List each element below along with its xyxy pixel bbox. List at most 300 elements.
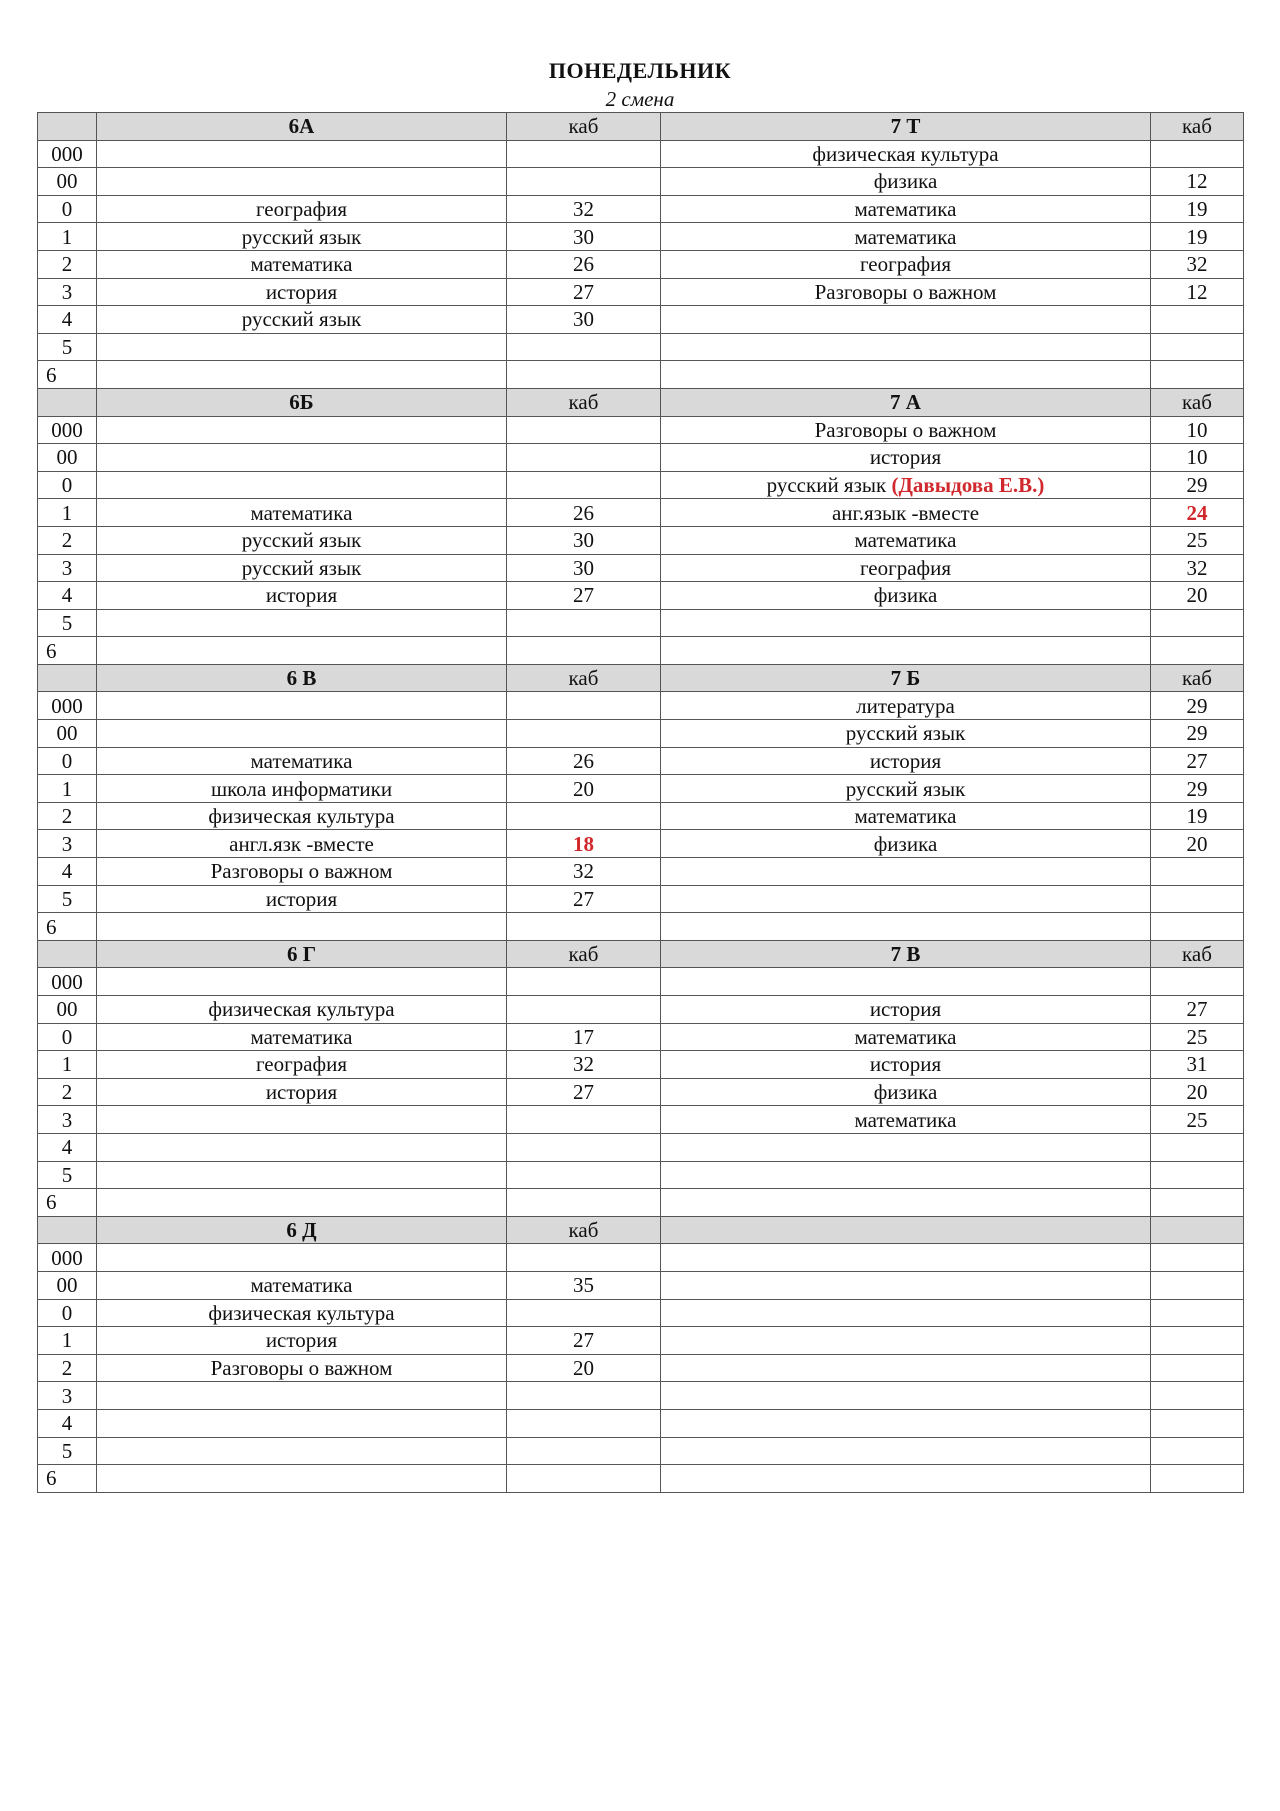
left-subject — [97, 1382, 507, 1410]
left-subject: русский язык — [97, 306, 507, 334]
lesson-row — [38, 692, 1244, 720]
left-room: 32 — [507, 858, 661, 886]
right-room — [1151, 1409, 1244, 1437]
left-subject: англ.язк -вместе — [97, 830, 507, 858]
right-subject — [661, 1161, 1151, 1189]
right-subject — [661, 1437, 1151, 1465]
left-subject — [97, 1106, 507, 1134]
lesson-number: 4 — [38, 582, 97, 610]
lesson-row — [38, 471, 1244, 499]
lesson-number: 2 — [38, 1078, 97, 1106]
left-subject — [97, 1465, 507, 1493]
left-class-name: 6А — [97, 113, 507, 141]
lesson-row — [38, 1271, 1244, 1299]
left-room: 32 — [507, 1051, 661, 1079]
class-header-row — [38, 664, 1244, 692]
right-subject: физика — [661, 830, 1151, 858]
left-subject — [97, 333, 507, 361]
right-subject — [661, 1354, 1151, 1382]
right-subject — [661, 968, 1151, 996]
left-subject — [97, 1133, 507, 1161]
right-subject: история — [661, 444, 1151, 472]
right-subject: русский язык — [661, 775, 1151, 803]
left-room — [507, 637, 661, 665]
left-subject — [97, 1161, 507, 1189]
right-room-header: каб — [1151, 113, 1244, 141]
right-room: 19 — [1151, 223, 1244, 251]
lesson-row — [38, 885, 1244, 913]
lesson-row — [38, 775, 1244, 803]
lesson-row — [38, 554, 1244, 582]
lesson-row — [38, 1078, 1244, 1106]
lesson-row — [38, 278, 1244, 306]
right-subject — [661, 913, 1151, 941]
header-corner-cell — [38, 113, 97, 141]
lesson-row — [38, 444, 1244, 472]
left-room — [507, 609, 661, 637]
lesson-number: 0 — [38, 471, 97, 499]
teacher-note: (Давыдова Е.В.) — [891, 473, 1045, 498]
right-room — [1151, 1271, 1244, 1299]
lesson-row — [38, 416, 1244, 444]
right-room — [1151, 306, 1244, 334]
lesson-number: 000 — [38, 1244, 97, 1272]
left-subject: история — [97, 582, 507, 610]
left-class-name: 6 В — [97, 664, 507, 692]
lesson-number: 4 — [38, 1133, 97, 1161]
right-room: 10 — [1151, 416, 1244, 444]
left-room — [507, 1409, 661, 1437]
right-room — [1151, 637, 1244, 665]
lesson-row — [38, 1244, 1244, 1272]
right-class-name — [661, 1216, 1151, 1244]
left-subject: физическая культура — [97, 1299, 507, 1327]
left-room — [507, 140, 661, 168]
lesson-number: 2 — [38, 802, 97, 830]
lesson-row — [38, 1023, 1244, 1051]
left-room: 27 — [507, 1078, 661, 1106]
left-room: 27 — [507, 885, 661, 913]
lesson-row — [38, 802, 1244, 830]
left-subject — [97, 361, 507, 389]
lesson-row — [38, 1382, 1244, 1410]
lesson-number: 6 — [38, 1189, 97, 1217]
right-room — [1151, 1189, 1244, 1217]
lesson-number: 5 — [38, 333, 97, 361]
right-subject: физика — [661, 168, 1151, 196]
left-room-header: каб — [507, 113, 661, 141]
lesson-row — [38, 223, 1244, 251]
lesson-number: 00 — [38, 996, 97, 1024]
right-room — [1151, 1465, 1244, 1493]
schedule-table — [37, 112, 1244, 1493]
left-room — [507, 996, 661, 1024]
right-class-name: 7 Т — [661, 113, 1151, 141]
left-room: 30 — [507, 223, 661, 251]
right-room: 29 — [1151, 775, 1244, 803]
lesson-number: 000 — [38, 968, 97, 996]
left-class-name: 6 Г — [97, 940, 507, 968]
right-subject: математика — [661, 223, 1151, 251]
right-subject — [661, 885, 1151, 913]
right-subject — [661, 1465, 1151, 1493]
right-subject: Разговоры о важном — [661, 278, 1151, 306]
left-subject — [97, 913, 507, 941]
right-subject: география — [661, 554, 1151, 582]
lesson-row — [38, 333, 1244, 361]
left-room: 27 — [507, 1327, 661, 1355]
right-subject-text: русский язык — [766, 473, 887, 498]
lesson-number: 1 — [38, 775, 97, 803]
right-subject — [661, 1133, 1151, 1161]
lesson-number: 4 — [38, 306, 97, 334]
left-room — [507, 692, 661, 720]
lesson-number: 5 — [38, 1161, 97, 1189]
right-room — [1151, 1161, 1244, 1189]
lesson-number: 6 — [38, 913, 97, 941]
left-room — [507, 1106, 661, 1134]
right-room: 12 — [1151, 278, 1244, 306]
right-subject: анг.язык -вместе — [661, 499, 1151, 527]
left-room: 26 — [507, 499, 661, 527]
lesson-number: 3 — [38, 830, 97, 858]
left-subject — [97, 168, 507, 196]
class-header-row — [38, 113, 1244, 141]
right-subject: история — [661, 1051, 1151, 1079]
lesson-row — [38, 1133, 1244, 1161]
lesson-number: 1 — [38, 499, 97, 527]
class-header-row — [38, 388, 1244, 416]
left-room — [507, 1189, 661, 1217]
left-room — [507, 1133, 661, 1161]
left-subject: математика — [97, 499, 507, 527]
lesson-number: 000 — [38, 416, 97, 444]
lesson-number: 1 — [38, 1327, 97, 1355]
right-subject — [661, 1271, 1151, 1299]
lesson-number: 5 — [38, 1437, 97, 1465]
right-subject: математика — [661, 1023, 1151, 1051]
lesson-number: 5 — [38, 609, 97, 637]
right-room — [1151, 1382, 1244, 1410]
lesson-row — [38, 361, 1244, 389]
left-room — [507, 168, 661, 196]
right-class-name: 7 А — [661, 388, 1151, 416]
right-room-header: каб — [1151, 664, 1244, 692]
left-subject — [97, 1189, 507, 1217]
right-room — [1151, 858, 1244, 886]
left-subject: математика — [97, 1023, 507, 1051]
right-room: 32 — [1151, 554, 1244, 582]
left-room: 18 — [507, 830, 661, 858]
lesson-row — [38, 1051, 1244, 1079]
right-room-header: каб — [1151, 388, 1244, 416]
right-subject: математика — [661, 526, 1151, 554]
right-room: 25 — [1151, 1023, 1244, 1051]
right-room: 20 — [1151, 1078, 1244, 1106]
lesson-number: 000 — [38, 140, 97, 168]
left-room — [507, 913, 661, 941]
right-subject: история — [661, 747, 1151, 775]
right-room-header — [1151, 1216, 1244, 1244]
lesson-row — [38, 140, 1244, 168]
right-room — [1151, 1133, 1244, 1161]
right-subject — [661, 637, 1151, 665]
left-subject: Разговоры о важном — [97, 858, 507, 886]
left-room — [507, 968, 661, 996]
left-room — [507, 1437, 661, 1465]
left-room: 30 — [507, 554, 661, 582]
lesson-number: 1 — [38, 1051, 97, 1079]
left-subject — [97, 720, 507, 748]
lesson-number: 5 — [38, 885, 97, 913]
right-room: 27 — [1151, 996, 1244, 1024]
left-subject: история — [97, 885, 507, 913]
lesson-row — [38, 1106, 1244, 1134]
left-subject: Разговоры о важном — [97, 1354, 507, 1382]
left-subject — [97, 444, 507, 472]
right-room — [1151, 333, 1244, 361]
left-subject: русский язык — [97, 554, 507, 582]
right-subject — [661, 609, 1151, 637]
lesson-row — [38, 499, 1244, 527]
lesson-number: 3 — [38, 278, 97, 306]
lesson-row — [38, 1161, 1244, 1189]
right-room-header: каб — [1151, 940, 1244, 968]
right-room — [1151, 609, 1244, 637]
right-room — [1151, 140, 1244, 168]
left-room: 32 — [507, 195, 661, 223]
right-room: 20 — [1151, 582, 1244, 610]
right-subject: физическая культура — [661, 140, 1151, 168]
right-subject: математика — [661, 195, 1151, 223]
right-room — [1151, 1244, 1244, 1272]
right-room — [1151, 361, 1244, 389]
header-corner-cell — [38, 940, 97, 968]
right-room: 12 — [1151, 168, 1244, 196]
right-room: 31 — [1151, 1051, 1244, 1079]
lesson-row — [38, 996, 1244, 1024]
left-room-header: каб — [507, 664, 661, 692]
lesson-row — [38, 195, 1244, 223]
left-subject: русский язык — [97, 223, 507, 251]
lesson-row — [38, 526, 1244, 554]
lesson-number: 2 — [38, 1354, 97, 1382]
left-room-header: каб — [507, 940, 661, 968]
lesson-number: 0 — [38, 747, 97, 775]
left-room: 30 — [507, 526, 661, 554]
right-room: 32 — [1151, 250, 1244, 278]
left-room: 27 — [507, 278, 661, 306]
lesson-number: 0 — [38, 1023, 97, 1051]
right-room: 19 — [1151, 195, 1244, 223]
lesson-number: 4 — [38, 1409, 97, 1437]
lesson-row — [38, 830, 1244, 858]
right-subject: физика — [661, 1078, 1151, 1106]
right-room: 20 — [1151, 830, 1244, 858]
left-room: 26 — [507, 747, 661, 775]
lesson-number: 1 — [38, 223, 97, 251]
right-subject: русский язык — [661, 720, 1151, 748]
right-subject — [661, 1244, 1151, 1272]
left-subject — [97, 968, 507, 996]
left-room — [507, 802, 661, 830]
right-subject — [661, 361, 1151, 389]
right-subject: география — [661, 250, 1151, 278]
left-subject: история — [97, 1327, 507, 1355]
lesson-number: 00 — [38, 444, 97, 472]
lesson-number: 000 — [38, 692, 97, 720]
right-class-name: 7 В — [661, 940, 1151, 968]
left-class-name: 6 Д — [97, 1216, 507, 1244]
lesson-row — [38, 720, 1244, 748]
lesson-number: 00 — [38, 168, 97, 196]
left-room — [507, 444, 661, 472]
left-subject: русский язык — [97, 526, 507, 554]
lesson-row — [38, 637, 1244, 665]
right-subject: литература — [661, 692, 1151, 720]
left-room — [507, 333, 661, 361]
left-subject: география — [97, 1051, 507, 1079]
left-room — [507, 471, 661, 499]
lesson-number: 2 — [38, 250, 97, 278]
lesson-number: 6 — [38, 1465, 97, 1493]
right-room: 29 — [1151, 471, 1244, 499]
lesson-number: 2 — [38, 526, 97, 554]
right-room — [1151, 968, 1244, 996]
left-room: 30 — [507, 306, 661, 334]
right-subject — [661, 1299, 1151, 1327]
left-subject — [97, 1244, 507, 1272]
right-subject: физика — [661, 582, 1151, 610]
right-room — [1151, 1299, 1244, 1327]
left-room — [507, 1382, 661, 1410]
right-subject — [661, 1189, 1151, 1217]
left-room: 27 — [507, 582, 661, 610]
right-room: 24 — [1151, 499, 1244, 527]
right-subject — [661, 471, 1151, 499]
left-subject: математика — [97, 747, 507, 775]
right-room — [1151, 913, 1244, 941]
page-subtitle: 2 смена — [605, 87, 675, 111]
left-subject — [97, 140, 507, 168]
left-room: 26 — [507, 250, 661, 278]
lesson-row — [38, 1299, 1244, 1327]
lesson-number: 3 — [38, 554, 97, 582]
right-room: 19 — [1151, 802, 1244, 830]
right-subject: математика — [661, 1106, 1151, 1134]
right-subject — [661, 1382, 1151, 1410]
right-room — [1151, 1437, 1244, 1465]
left-subject: история — [97, 278, 507, 306]
lesson-number: 6 — [38, 637, 97, 665]
left-room — [507, 720, 661, 748]
right-class-name: 7 Б — [661, 664, 1151, 692]
left-subject: история — [97, 1078, 507, 1106]
lesson-number: 3 — [38, 1382, 97, 1410]
left-room — [507, 1244, 661, 1272]
header-corner-cell — [38, 388, 97, 416]
left-subject: география — [97, 195, 507, 223]
lesson-row — [38, 1327, 1244, 1355]
lesson-row — [38, 1437, 1244, 1465]
right-room — [1151, 1327, 1244, 1355]
lesson-number: 4 — [38, 858, 97, 886]
lesson-row — [38, 168, 1244, 196]
lesson-row — [38, 306, 1244, 334]
header-corner-cell — [38, 1216, 97, 1244]
left-room-header: каб — [507, 1216, 661, 1244]
class-header-row — [38, 1216, 1244, 1244]
right-room — [1151, 1354, 1244, 1382]
left-subject: физическая культура — [97, 802, 507, 830]
lesson-row — [38, 1189, 1244, 1217]
left-subject: математика — [97, 1271, 507, 1299]
lesson-row — [38, 858, 1244, 886]
header-corner-cell — [38, 664, 97, 692]
right-room: 29 — [1151, 692, 1244, 720]
lesson-number: 00 — [38, 720, 97, 748]
lesson-row — [38, 250, 1244, 278]
lesson-number: 00 — [38, 1271, 97, 1299]
lesson-row — [38, 609, 1244, 637]
left-subject — [97, 637, 507, 665]
left-room — [507, 1465, 661, 1493]
left-room: 17 — [507, 1023, 661, 1051]
left-subject — [97, 609, 507, 637]
right-room: 25 — [1151, 526, 1244, 554]
lesson-row — [38, 1354, 1244, 1382]
right-subject: математика — [661, 802, 1151, 830]
right-room: 29 — [1151, 720, 1244, 748]
left-subject — [97, 416, 507, 444]
right-subject: Разговоры о важном — [661, 416, 1151, 444]
lesson-row — [38, 1409, 1244, 1437]
right-subject — [661, 1409, 1151, 1437]
left-subject: математика — [97, 250, 507, 278]
lesson-row — [38, 582, 1244, 610]
left-subject: школа информатики — [97, 775, 507, 803]
page-title: ПОНЕДЕЛЬНИК — [548, 58, 732, 83]
left-room: 35 — [507, 1271, 661, 1299]
lesson-number: 0 — [38, 1299, 97, 1327]
right-room: 27 — [1151, 747, 1244, 775]
lesson-number: 6 — [38, 361, 97, 389]
right-room — [1151, 885, 1244, 913]
class-header-row — [38, 940, 1244, 968]
lesson-row — [38, 1465, 1244, 1493]
right-subject — [661, 333, 1151, 361]
left-room-header: каб — [507, 388, 661, 416]
left-subject — [97, 692, 507, 720]
left-room — [507, 1161, 661, 1189]
right-room: 25 — [1151, 1106, 1244, 1134]
left-room — [507, 1299, 661, 1327]
left-class-name: 6Б — [97, 388, 507, 416]
left-room: 20 — [507, 1354, 661, 1382]
left-subject: физическая культура — [97, 996, 507, 1024]
right-subject — [661, 858, 1151, 886]
right-room: 10 — [1151, 444, 1244, 472]
left-subject — [97, 1409, 507, 1437]
left-room — [507, 416, 661, 444]
left-subject — [97, 1437, 507, 1465]
right-subject: история — [661, 996, 1151, 1024]
left-subject — [97, 471, 507, 499]
left-room: 20 — [507, 775, 661, 803]
lesson-row — [38, 968, 1244, 996]
right-subject — [661, 1327, 1151, 1355]
lesson-number: 3 — [38, 1106, 97, 1134]
